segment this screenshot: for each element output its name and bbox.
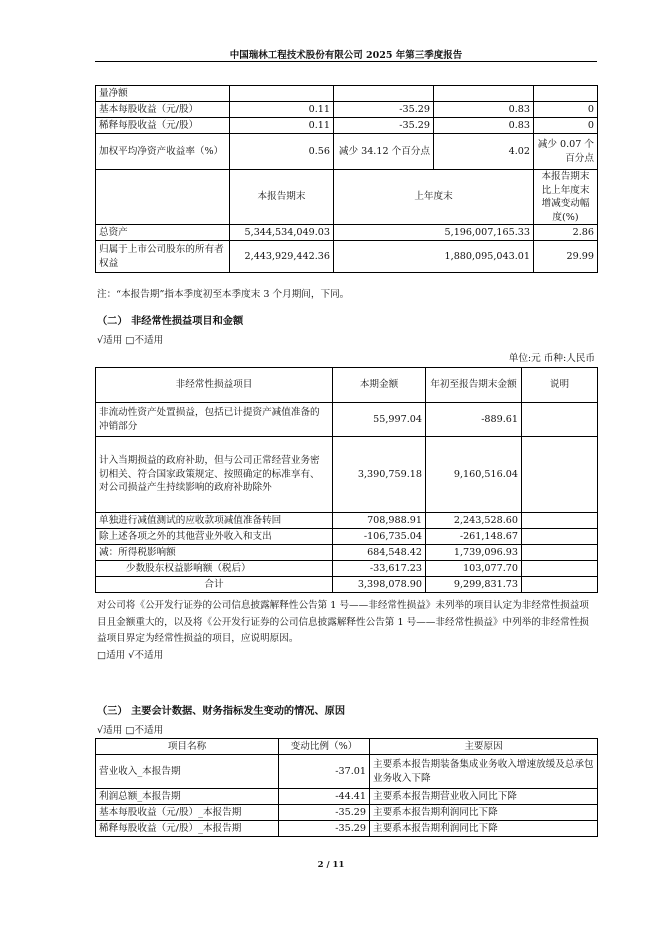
unit-label: 单位:元 币种:人民币 <box>508 353 595 364</box>
cell-value: 55,997.04 <box>333 403 426 437</box>
applicable-flag: √适用 □不适用 <box>97 335 164 346</box>
header-period-end: 本报告期末 <box>230 170 334 225</box>
table-total-row <box>96 577 598 593</box>
cell-value: -35.29 <box>279 805 370 821</box>
cell-value: 708,988.91 <box>333 513 426 529</box>
section-title: （三） 主要会计数据、财务指标发生变动的情况、原因 <box>97 705 346 717</box>
total-ytd: 9,299,831.73 <box>426 577 522 593</box>
page-number: 2 / 11 <box>317 860 345 870</box>
cell-reason: 主要系本报告期装备集成业务收入增速放缓及总承包业务收入下降 <box>370 755 598 789</box>
cell-value: 0 <box>534 118 598 134</box>
cell-reason: 主要系本报告期营业收入同比下降 <box>370 789 598 805</box>
header-current: 本期金额 <box>333 368 426 403</box>
cell-value: 3,390,759.18 <box>333 437 426 513</box>
header-ytd: 年初至报告期末金额 <box>426 368 522 403</box>
row-label: 基本每股收益（元/股） <box>96 102 230 118</box>
non-recurring-table <box>95 367 598 593</box>
total-label: 合计 <box>96 577 333 593</box>
explanation-paragraph <box>97 598 597 664</box>
cell-value: 减少 34.12 个百分点 <box>334 134 434 170</box>
table-row <box>96 755 598 789</box>
cell-value: 9,160,516.04 <box>426 437 522 513</box>
table-row <box>96 86 598 102</box>
cell-value: -44.41 <box>279 789 370 805</box>
table-header-row <box>96 739 598 755</box>
applicable-flag: □适用 √不适用 <box>97 649 164 661</box>
row-label: 减：所得税影响额 <box>96 545 333 561</box>
cell-value: 29.99 <box>534 241 598 273</box>
table-row <box>96 102 598 118</box>
cell-value: -35.29 <box>334 102 434 118</box>
total-current: 3,398,078.90 <box>333 577 426 593</box>
cell-value: -37.01 <box>279 755 370 789</box>
row-label: 总资产 <box>96 225 230 241</box>
header-ratio: 变动比例（%） <box>279 739 370 755</box>
cell-value: 5,344,534,049.03 <box>230 225 334 241</box>
cell-value: 1,880,095,043.01 <box>334 241 534 273</box>
table-row <box>96 241 598 273</box>
table-row <box>96 529 598 545</box>
row-label: 稀释每股收益（元/股） <box>96 118 230 134</box>
table-row <box>96 437 598 513</box>
section-title: （二） 非经常性损益项目和金额 <box>97 315 244 327</box>
row-label: 少数股东权益影响额（税后） <box>96 561 333 577</box>
header-item: 非经常性损益项目 <box>96 368 333 403</box>
cell-value: 1,739,096.93 <box>426 545 522 561</box>
cell-value: 2.86 <box>534 225 598 241</box>
cell-value: 684,548.42 <box>333 545 426 561</box>
table-row <box>96 513 598 529</box>
change-reasons-table <box>95 738 598 837</box>
applicable-flag: √适用 □不适用 <box>97 725 164 736</box>
paragraph-text: 对公司将《公开发行证券的公司信息披露解释性公告第 1 号——非经常性损益》未列举的项目认定为非经常性损益项目且金额重大的，以及将《公开发行证券的公司信息披露解释性公告第 1 号——非经常性损益》中列举的非经常性损益项目界定为经常性损益的项目，应说明原因。 <box>97 600 589 644</box>
table-header-row <box>96 368 598 403</box>
cell-reason: 主要系本报告期利润同比下降 <box>370 821 598 837</box>
cell-value: 103,077.70 <box>426 561 522 577</box>
table-row <box>96 118 598 134</box>
row-label: 归属于上市公司股东的所有者权益 <box>96 241 230 273</box>
table-row <box>96 805 598 821</box>
cell-reason: 主要系本报告期利润同比下降 <box>370 805 598 821</box>
page-header: 中国瑞林工程技术股份有限公司 2025 年第三季度报告 <box>229 50 463 61</box>
cell-value: -35.29 <box>279 821 370 837</box>
row-label: 加权平均净资产收益率（%） <box>96 134 230 170</box>
header-item: 项目名称 <box>96 739 279 755</box>
cell-value: -889.61 <box>426 403 522 437</box>
note-text: 注：“本报告期”指本季度初至本季度末 3 个月期间，下同。 <box>97 289 350 300</box>
cell-value: 0.11 <box>230 118 334 134</box>
row-label: 基本每股收益（元/股）_本报告期 <box>96 805 279 821</box>
financial-data-table <box>95 85 598 273</box>
cell-value: 2,443,929,442.36 <box>230 241 334 273</box>
row-label: 营业收入_本报告期 <box>96 755 279 789</box>
row-label: 量净额 <box>96 86 230 102</box>
cell-value: 2,243,528.60 <box>426 513 522 529</box>
table-row <box>96 561 598 577</box>
header-last-year-end: 上年度末 <box>334 170 534 225</box>
header-desc: 说明 <box>522 368 598 403</box>
header-reason: 主要原因 <box>370 739 598 755</box>
table-row <box>96 134 598 170</box>
cell-value: 0.83 <box>434 102 534 118</box>
table-sub-header <box>96 170 598 225</box>
cell-value: 5,196,007,165.33 <box>334 225 534 241</box>
table-row <box>96 225 598 241</box>
header-rule <box>95 61 597 62</box>
cell-value: -35.29 <box>334 118 434 134</box>
cell-value: -261,148.67 <box>426 529 522 545</box>
cell-value: 0.11 <box>230 102 334 118</box>
row-label: 计入当期损益的政府补助，但与公司正常经营业务密切相关、符合国家政策规定、按照确定的标准享有、对公司损益产生持续影响的政府补助除外 <box>96 437 333 513</box>
cell-value: 0 <box>534 102 598 118</box>
row-label: 稀释每股收益（元/股）_本报告期 <box>96 821 279 837</box>
header-change: 本报告期末比上年度末增减变动幅度(%) <box>534 170 598 225</box>
cell-value: 0.83 <box>434 118 534 134</box>
table-row <box>96 545 598 561</box>
cell-value: 0.56 <box>230 134 334 170</box>
row-label: 利润总额_本报告期 <box>96 789 279 805</box>
row-label: 非流动性资产处置损益，包括已计提资产减值准备的冲销部分 <box>96 403 333 437</box>
cell-value: 减少 0.07 个百分点 <box>534 134 598 170</box>
cell-value: -106,735.04 <box>333 529 426 545</box>
row-label: 单独进行减值测试的应收款项减值准备转回 <box>96 513 333 529</box>
cell-value: 4.02 <box>434 134 534 170</box>
table-row <box>96 821 598 837</box>
table-row <box>96 403 598 437</box>
row-label: 除上述各项之外的其他营业外收入和支出 <box>96 529 333 545</box>
cell-value: -33,617.23 <box>333 561 426 577</box>
table-row <box>96 789 598 805</box>
